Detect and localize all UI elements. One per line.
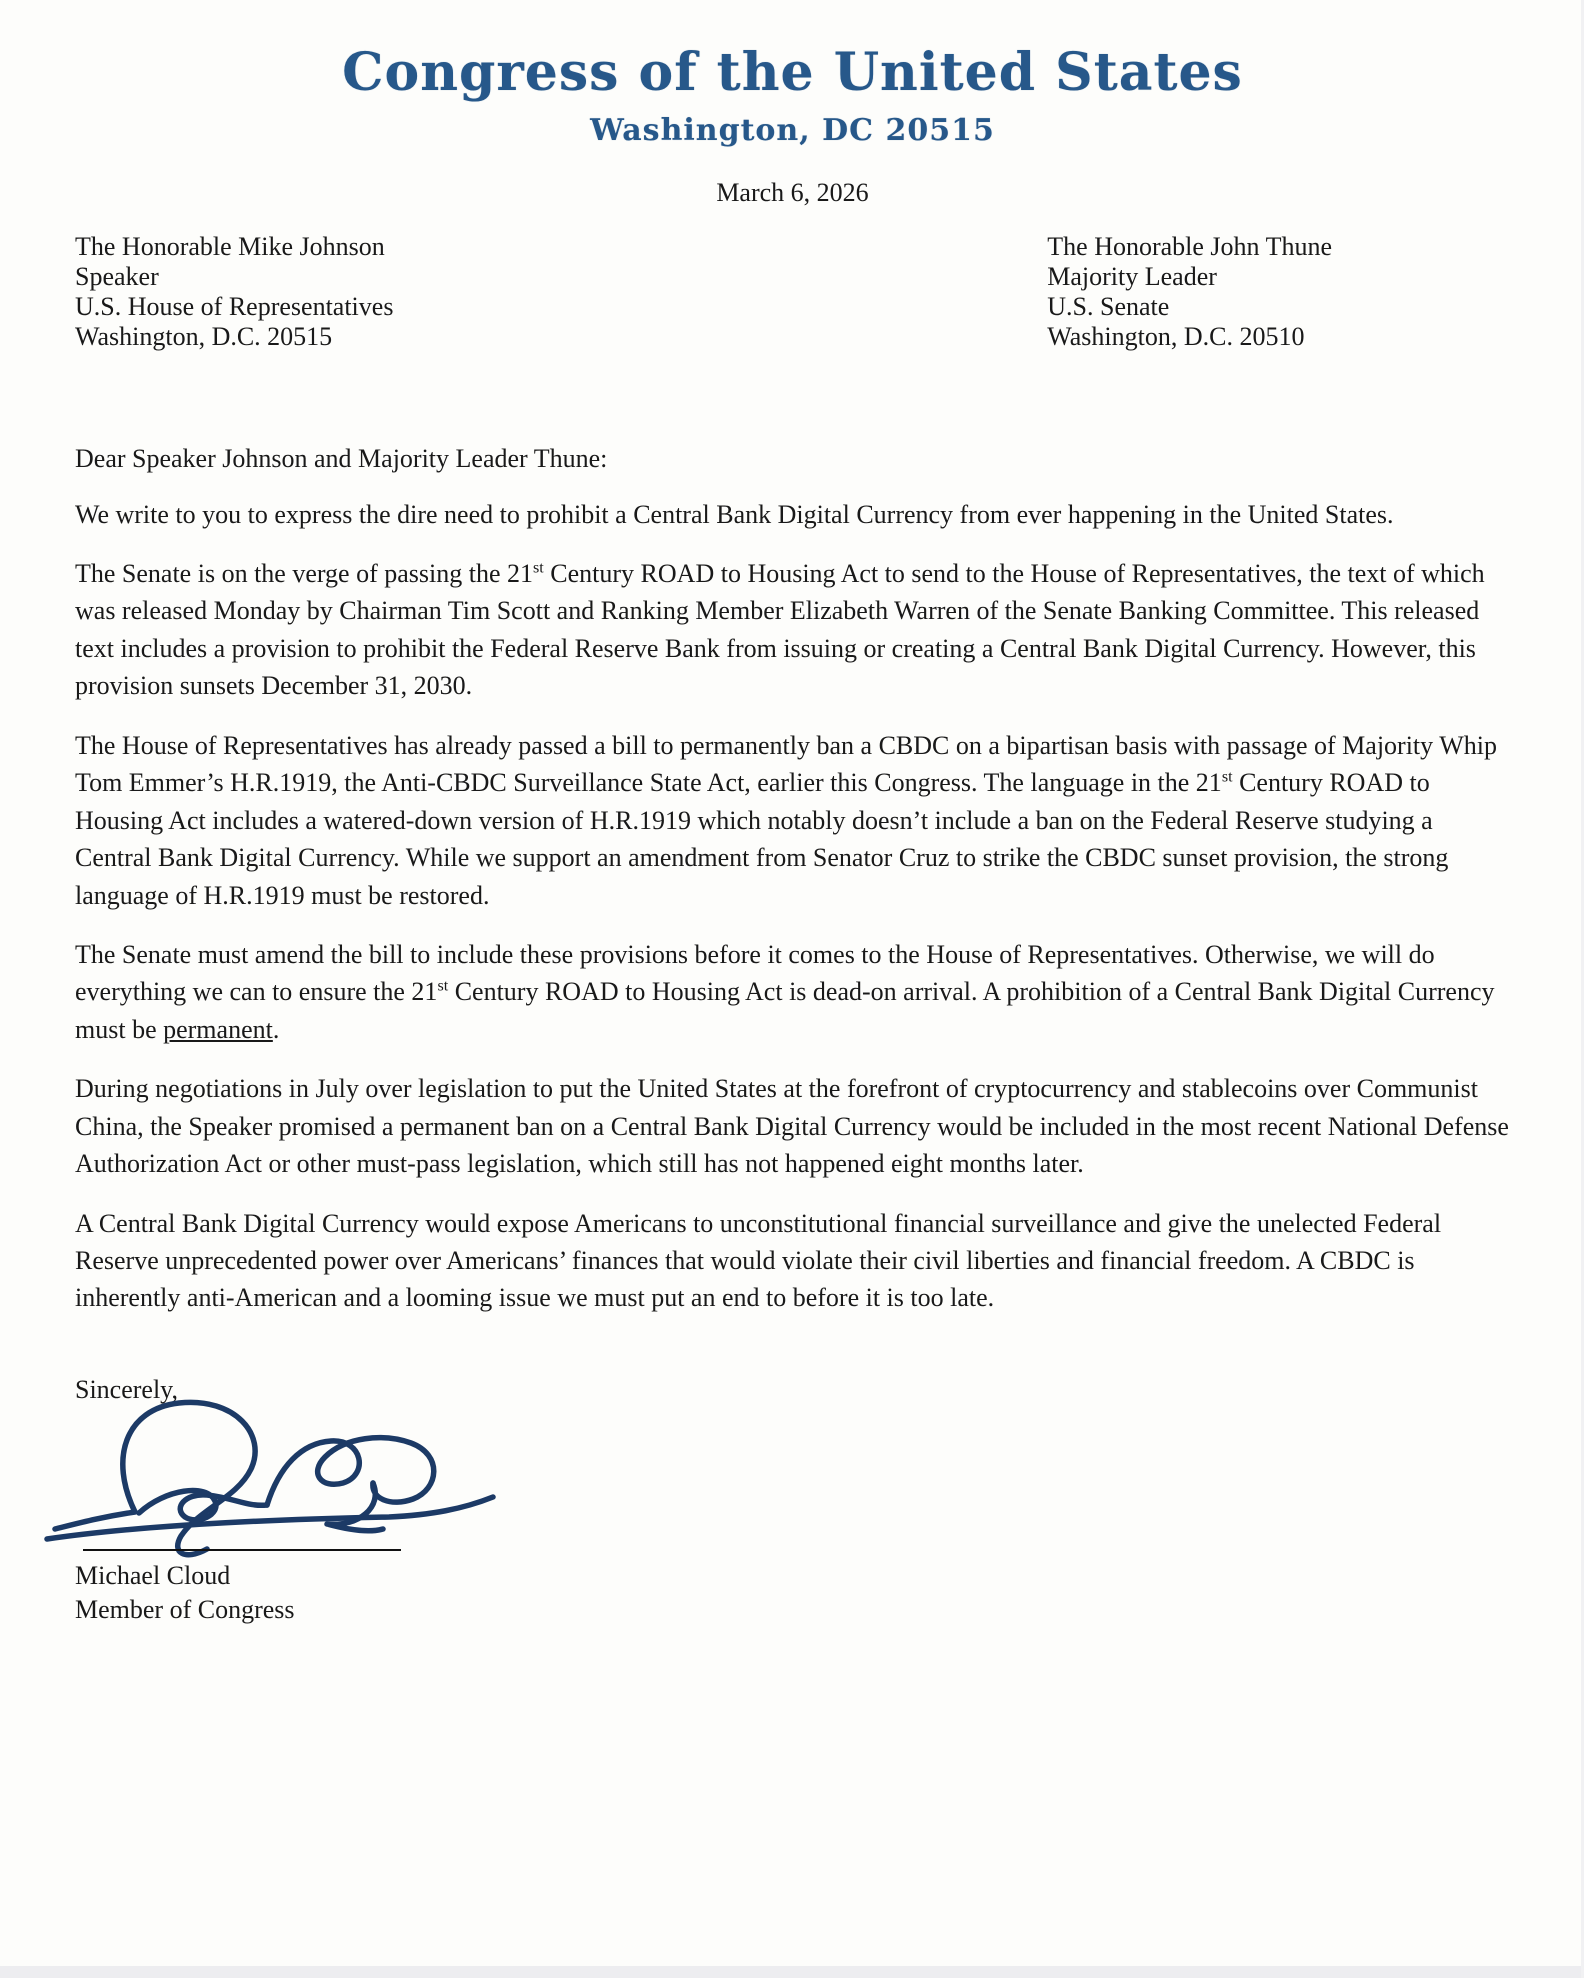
signer-title: Member of Congress: [75, 1594, 295, 1624]
recipient-line: Majority Leader: [1047, 261, 1217, 291]
salutation: Dear Speaker Johnson and Majority Leader Thune:: [75, 443, 608, 473]
signer-name: Michael Cloud: [75, 1560, 231, 1590]
recipient-line: U.S. Senate: [1047, 291, 1170, 321]
signature: [37, 1391, 1510, 1549]
letter-paragraph: The House of Representatives has already passed a bill to permanently ban a CBDC on a bipartisan basis with passage of Majority Whip Tom Emmer’s H.R.1919, the Anti-CBDC Surveillance State Act, earlier this Congress. The language in the 21st Century ROAD to Housing Act includes a watered-down version of H.R.1919 which notably doesn’t include a ban on the Federal Reserve studying a Central Bank Digital Currency. While we support an amendment from Senator Cruz to strike the CBDC sunset provision, the strong language of H.R.1919 must be restored.: [75, 730, 1497, 910]
recipients: [75, 232, 1510, 352]
letterhead-subtitle: Washington, DC 20515: [590, 113, 995, 148]
recipient-line: The Honorable John Thune: [1047, 232, 1332, 261]
recipient-line: Washington, D.C. 20510: [1047, 321, 1305, 351]
letterhead-title: Congress of the United States: [342, 42, 1243, 103]
letter-paragraph: We write to you to express the dire need to prohibit a Central Bank Digital Currency from ever happening in the United States.: [75, 499, 1394, 529]
signer-block: [75, 1559, 1510, 1627]
recipient-line: The Honorable Mike Johnson: [75, 232, 385, 261]
recipient-line: Washington, D.C. 20515: [75, 321, 333, 351]
recipient-senate: [1047, 232, 1332, 352]
recipient-line: Speaker: [75, 261, 159, 291]
letter-paragraph: During negotiations in July over legislation to put the United States at the forefront of cryptocurrency and stablecoins over Communist China, the Speaker promised a permanent ban on a Central Bank Digital Currency would be included in the most recent National Defense Authorization Act or other must-pass legislation, which still has not happened eight months later.: [75, 1074, 1509, 1179]
letter-paragraph: The Senate must amend the bill to include these provisions before it comes to the House of Representatives. Otherwise, we will do everything we can to ensure the 21st Century ROAD to Housing Act is dead-on arrival. A prohibition of a Central Bank Digital Currency must be permanent.: [75, 939, 1495, 1044]
date-line: March 6, 2026: [716, 178, 869, 207]
letter-paragraph: The Senate is on the verge of passing the 21st Century ROAD to Housing Act to send to the House of Representatives, the text of which was released Monday by Chairman Tim Scott and Ranking Member Elizabeth Warren of the Senate Banking Committee. This released text includes a provision to prohibit the Federal Reserve Bank from issuing or creating a Central Bank Digital Currency. However, this provision sunsets December 31, 2030.: [75, 559, 1485, 701]
recipient-house: [75, 232, 393, 352]
recipient-line: U.S. House of Representatives: [75, 291, 394, 321]
closing-block: [75, 1375, 1510, 1627]
signature-line: [83, 1549, 401, 1551]
valediction: Sincerely,: [75, 1374, 178, 1404]
letter-body: [75, 496, 1510, 1317]
scan-bottom-edge: [0, 1966, 1584, 1978]
letterhead: [75, 42, 1510, 148]
handwritten-signature-icon: [37, 1391, 515, 1561]
letter-paragraph: A Central Bank Digital Currency would expose Americans to unconstitutional financial surveillance and give the unelected Federal Reserve unprecedented power over Americans’ finances that would violate their civil liberties and financial freedom. A CBDC is inherently anti-American and a looming issue we must put an end to before it is too late.: [75, 1208, 1442, 1313]
